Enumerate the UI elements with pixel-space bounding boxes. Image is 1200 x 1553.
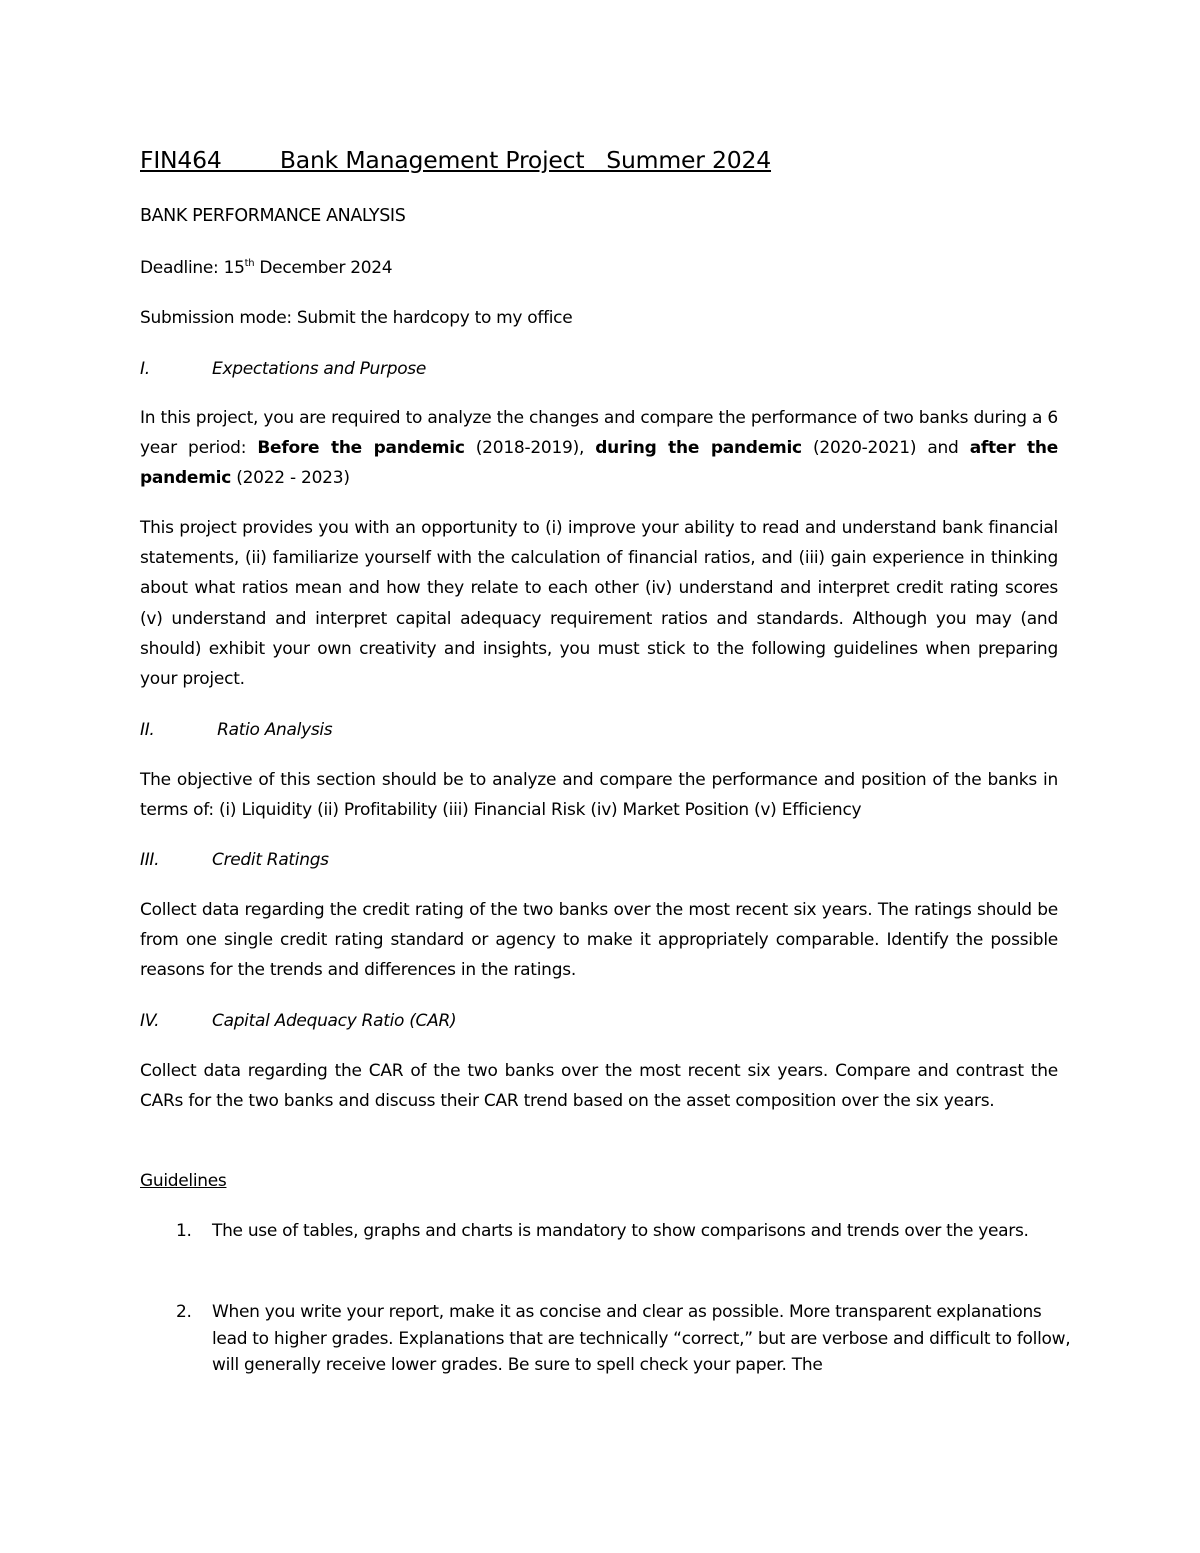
- intro-text: In this project, you are required to analyze the changes and compare the performance of two banks during a 6 year period:: [140, 408, 1058, 459]
- section-number: IV.: [140, 1011, 160, 1031]
- document-heading: BANK PERFORMANCE ANALYSIS: [140, 206, 406, 226]
- paragraph-car: Collect data regarding the CAR of the two banks over the most recent six years. Compare and contrast the CARs for the two banks and discuss their CAR trend based on the asset composition over the six years.: [140, 1061, 1058, 1112]
- list-text: The use of tables, graphs and charts is mandatory to show comparisons and trends over the years.: [212, 1221, 1029, 1241]
- list-number: 1.: [176, 1221, 192, 1241]
- intro-years-during: (2020-2021) and: [801, 438, 970, 459]
- deadline-date: December 2024: [254, 258, 393, 278]
- section-number: III.: [140, 850, 160, 870]
- section-title: Expectations and Purpose: [212, 359, 427, 379]
- section-heading-ratio-analysis: [140, 715, 1058, 745]
- intro-during-pandemic: during the pandemic: [595, 438, 802, 459]
- deadline-line: [140, 253, 1058, 283]
- section-title: Ratio Analysis: [212, 720, 333, 740]
- list-text: When you write your report, make it as concise and clear as possible. More transparent explanations lead to higher grades. Explanations that are technically “correct,” but are verbose and difficult to follow, will generally receive lower grades. Be sure to spell check your paper. The: [212, 1302, 1071, 1375]
- guidelines-heading: Guidelines: [140, 1171, 227, 1191]
- intro-after-pandemic: after the pandemic: [140, 438, 1058, 489]
- page-title: FIN464 Bank Management Project Summer 2024: [140, 146, 772, 174]
- deadline-superscript: th: [244, 258, 255, 269]
- section-heading-expectations: [140, 354, 1058, 384]
- section-title: Credit Ratings: [212, 850, 329, 870]
- deadline-label: Deadline: 15: [140, 258, 245, 278]
- intro-before-pandemic: Before the pandemic: [257, 438, 465, 459]
- intro-years-before: (2018-2019),: [464, 438, 596, 459]
- paragraph-ratio-analysis: The objective of this section should be to analyze and compare the performance and position of the banks in terms of: (i) Liquidity (ii) Profitability (iii) Financial Risk (iv) Market Position (v) Efficiency: [140, 770, 1058, 821]
- paragraph-opportunity: This project provides you with an opportunity to (i) improve your ability to read and understand bank financial statements, (ii) familiarize yourself with the calculation of financial ratios, and (iii) gain experience in thinking about what ratios mean and how they relate to each other (iv) understand and interpret credit rating scores (v) understand and interpret capital adequacy requirement ratios and standards. Although you may (and should) exhibit your own creativity and insights, you must stick to the following guidelines when preparing your project.: [140, 518, 1058, 690]
- section-heading-credit-ratings: [140, 845, 1058, 875]
- submission-mode: Submission mode: Submit the hardcopy to my office: [140, 308, 573, 328]
- list-number: 2.: [176, 1302, 192, 1322]
- intro-years-after: (2022 - 2023): [231, 468, 350, 489]
- section-title: Capital Adequacy Ratio (CAR): [212, 1011, 457, 1031]
- paragraph-project-intro: [140, 403, 1058, 494]
- section-number: I.: [140, 359, 150, 379]
- section-number: II.: [140, 720, 155, 740]
- paragraph-credit-ratings: Collect data regarding the credit rating of the two banks over the most recent six years. The ratings should be from one single credit rating standard or agency to make it appropriately comparable. Identify the possible reasons for the trends and differences in the ratings.: [140, 900, 1058, 981]
- section-heading-car: [140, 1006, 1058, 1036]
